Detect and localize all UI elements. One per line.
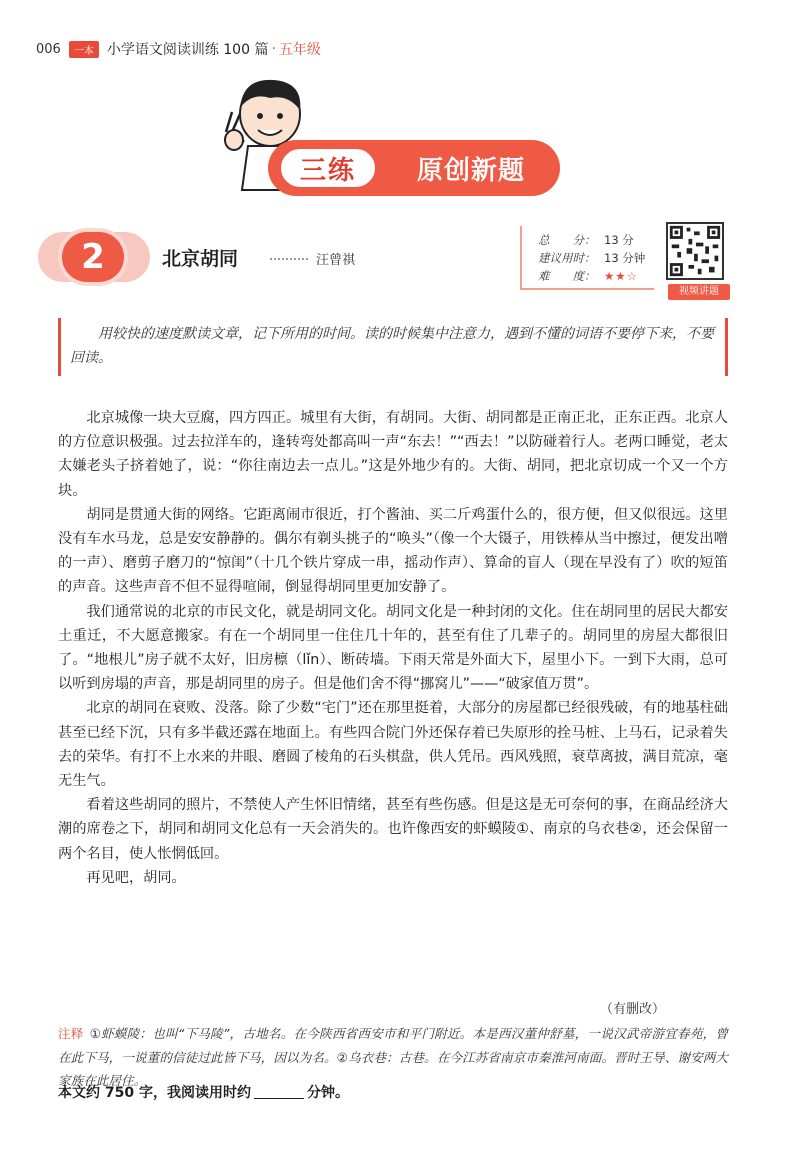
book-title: 小学语文阅读训练 100 篇 [106,42,269,58]
paragraph-6: 再见吧，胡同。 [86,869,186,886]
stat-score [538,232,634,248]
paragraph-5: 看着这些胡同的照片，不禁使人产生怀旧情绪，甚至有些伤感。但是这是无可奈何的事，在商品经济大潮的席卷之下，胡同和胡同文化总有一天会消失的。也许像西安的虾蟆陵①、南京的乌衣巷②，还会保留一两个名目，使人怅惘低回。 [58,797,728,862]
qr-code-icon[interactable] [666,222,724,280]
article-body [58,406,728,890]
series-logo: 一本 [69,41,99,58]
paragraph-2: 胡同是贯通大街的网络。它距离闹市很近，打个酱油、买二斤鸡蛋什么的，很方便，但又似很远。这里没有车水马龙，总是安安静静的。偶尔有剃头挑子的“唤头”（像一个大镊子，用铁棒从当中擦过，便发出噌的一声）、磨剪子磨刀的“惊闺”（十几个铁片穿成一串，摇动作声）、算命的盲人（现在早没有了）吹的短笛的声音。这些声音不但不显得喧闹，倒显得胡同里更加安静了。 [58,506,728,596]
abridged-credit: （有删改） [600,1002,666,1017]
lesson-title: 北京胡同 [162,248,239,270]
stat-time-label: 建议用时： [538,251,596,265]
stat-time [538,250,645,266]
separator: · [271,41,276,57]
title-dotted-leader [270,258,308,260]
lesson-number-badge: 2 [58,228,128,286]
instruction-text: 用较快的速度默读文章，记下所用的时间。读的时候集中注意力，遇到不懂的词语不要停下来，不要回读。 [70,326,714,366]
notes-label: 注释 [58,1026,84,1041]
stat-score-value: 13 分 [604,233,634,247]
reading-time-text-before: 本文约 750 字，我阅读用时约 [58,1085,251,1101]
banner-right-label: 原创新题 [416,155,525,186]
notes-text: ①虾蟆陵：也叫“下马陵”，古地名。在今陕西省西安市和平门附近。本是西汉董仲舒墓，一说汉武帝游宜春苑，曾在此下马，一说董的信徒过此皆下马，因以为名。②乌衣巷：古巷。在今江苏省南京市秦淮河南面。晋时王导、谢安两大家族在此居住。 [58,1026,729,1088]
reading-time-prompt [58,1082,349,1102]
difficulty-stars: ★★☆ [604,269,638,283]
paragraph-1: 北京城像一块大豆腐，四方四正。城里有大街，有胡同。大街、胡同都是正南正北，正东正西。北京人的方位意识极强。过去拉洋车的，逢转弯处都高叫一声“东去！”“西去！”以防碰着行人。老两口睡觉，老太太嫌老头子挤着她了，说：“你往南边去一点儿。”这是外地少有的。大街、胡同，把北京切成一个又一个方块。 [58,410,728,499]
stat-difficulty-label: 难 度： [538,269,596,283]
video-explanation-label[interactable]: 视频讲题 [668,284,730,300]
stat-time-value: 13 分钟 [604,251,646,265]
banner-left-label: 三练 [278,146,378,190]
paragraph-3: 我们通常说的北京的市民文化，就是胡同文化。胡同文化是一种封闭的文化。住在胡同里的居民大都安土重迁，不大愿意搬家。有在一个胡同里一住住几十年的，甚至有住了几辈子的。胡同里的房屋大都很旧了。“地根儿”房子就不太好，旧房檩（lǐn）、断砖墙。下雨天常是外面大下，屋里小下。一到下大雨，总可以听到房塌的声音，那是胡同里的房子。但是他们舍不得“挪窝儿”——“破家值万贯”。 [58,603,728,693]
lesson-author: 汪曾祺 [316,253,356,268]
grade-label: 五年级 [278,42,321,58]
stat-difficulty [538,268,638,284]
reading-time-text-after: 分钟。 [306,1085,349,1101]
running-header [36,38,321,60]
stat-score-label: 总 分： [538,233,596,247]
page-number: 006 [36,41,61,57]
reading-time-blank[interactable] [254,1098,304,1099]
paragraph-4: 北京的胡同在衰败、没落。除了少数“宅门”还在那里挺着，大部分的房屋都已经很残破，有的地基柱础甚至已经下沉，只有多半截还露在地面上。有些四合院门外还保存着已失原形的拴马桩、上马石，记录着失去的荣华。有打不上水来的井眼、磨圆了棱角的石头棋盘，供人凭吊。西风残照，衰草离披，满目荒凉，毫无生气。 [58,700,728,790]
